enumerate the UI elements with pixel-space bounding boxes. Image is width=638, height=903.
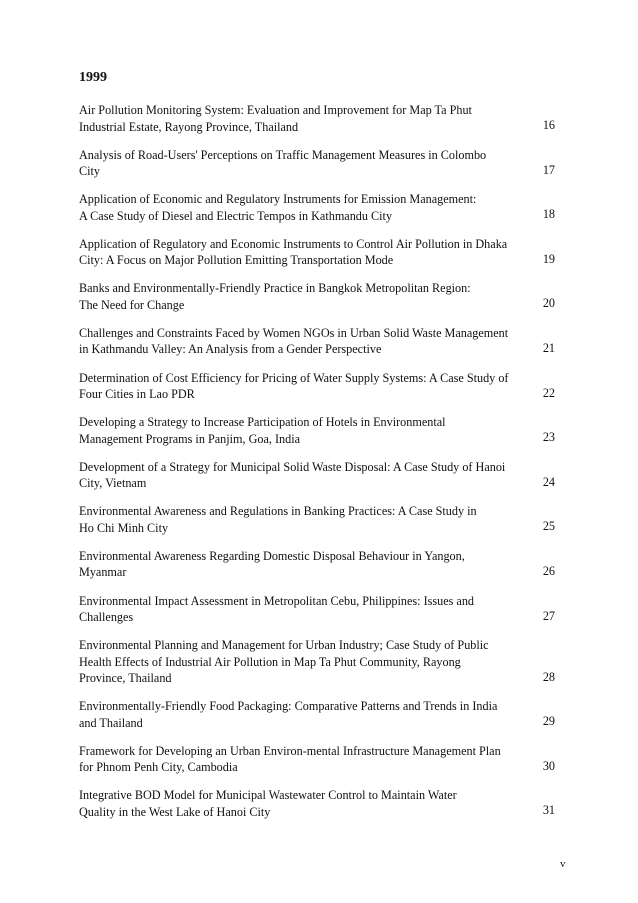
contents-entry xyxy=(79,698,555,743)
contents-entry xyxy=(79,743,555,788)
entry-page-number: 20 xyxy=(542,296,555,311)
entry-page-number: 18 xyxy=(542,207,555,222)
entry-page-number: 22 xyxy=(542,385,555,400)
entry-title: Environmental Awareness Regarding Domestic Disposal Behaviour in Yangon, Myanmar xyxy=(79,548,465,580)
entry-title: Environmental Planning and Management for Urban Industry; Case Study of Public Health Effects of Industrial Air Pollution in Map Ta Phut Community, Rayong Province, Thailand xyxy=(79,638,489,686)
entry-page-number: 23 xyxy=(542,430,555,445)
entry-title: Analysis of Road-Users' Perceptions on Traffic Management Measures in Colombo City xyxy=(79,147,487,179)
entry-title: Development of a Strategy for Municipal Solid Waste Disposal: A Case Study of Hanoi City, Vietnam xyxy=(79,459,506,491)
contents-entry xyxy=(79,503,555,548)
entry-title: Application of Economic and Regulatory Instruments for Emission Management: A Case Study of Diesel and Electric Tempos in Kathmandu City xyxy=(79,192,477,223)
entry-page-number: 30 xyxy=(542,758,555,773)
entry-page-number: 19 xyxy=(542,251,555,266)
entry-page-number: 21 xyxy=(542,341,555,356)
contents-entry xyxy=(79,147,555,192)
contents-entry xyxy=(79,280,555,325)
entry-page-number: 31 xyxy=(542,803,555,818)
entry-title: Challenges and Constraints Faced by Women NGOs in Urban Solid Waste Management in Kathmandu Valley: An Analysis from a Gender Perspective xyxy=(79,325,509,357)
contents-entry xyxy=(79,325,555,370)
contents-entry xyxy=(79,370,555,415)
year-heading: 1999 xyxy=(79,70,107,85)
entry-page-number: 16 xyxy=(542,118,555,133)
entry-page-number: 26 xyxy=(542,564,555,579)
entry-title: Environmental Impact Assessment in Metropolitan Cebu, Philippines: Issues and Challenges xyxy=(79,593,475,625)
entry-title: Environmentally-Friendly Food Packaging: Comparative Patterns and Trends in India and Thailand xyxy=(79,699,498,730)
page-folio: v xyxy=(560,858,566,870)
entry-page-number: 24 xyxy=(542,474,555,489)
contents-entry xyxy=(79,236,555,281)
entry-title: Application of Regulatory and Economic Instruments to Control Air Pollution in Dhaka City: A Focus on Major Pollution Emitting Transportation Mode xyxy=(79,236,508,268)
entry-title: Framework for Developing an Urban Environ-mental Infrastructure Management Plan for Phnom Penh City, Cambodia xyxy=(79,743,501,775)
entry-title: Banks and Environmentally-Friendly Practice in Bangkok Metropolitan Region: The Need for Change xyxy=(79,281,471,312)
entry-page-number: 29 xyxy=(542,714,555,729)
entry-title: Determination of Cost Efficiency for Pricing of Water Supply Systems: A Case Study of Four Cities in Lao PDR xyxy=(79,370,509,402)
contents-entry xyxy=(79,459,555,504)
contents-entry xyxy=(79,593,555,638)
entry-title: Integrative BOD Model for Municipal Wastewater Control to Maintain Water Quality in the West Lake of Hanoi City xyxy=(79,788,457,819)
contents-entry xyxy=(79,191,555,236)
entry-page-number: 25 xyxy=(542,519,555,534)
contents-entry xyxy=(79,414,555,459)
entry-title: Developing a Strategy to Increase Participation of Hotels in Environmental Management Programs in Panjim, Goa, India xyxy=(79,415,446,446)
entry-title: Environmental Awareness and Regulations in Banking Practices: A Case Study in Ho Chi Minh City xyxy=(79,504,477,535)
contents-entry xyxy=(79,787,555,832)
entry-page-number: 27 xyxy=(542,608,555,623)
entry-page-number: 17 xyxy=(542,162,555,177)
entry-page-number: 28 xyxy=(542,669,555,684)
contents-entry xyxy=(79,548,555,593)
contents-list xyxy=(79,102,555,832)
contents-entry xyxy=(79,102,555,147)
entry-title: Air Pollution Monitoring System: Evaluation and Improvement for Map Ta Phut Industrial Estate, Rayong Province, Thailand xyxy=(79,103,472,134)
contents-entry xyxy=(79,637,555,698)
